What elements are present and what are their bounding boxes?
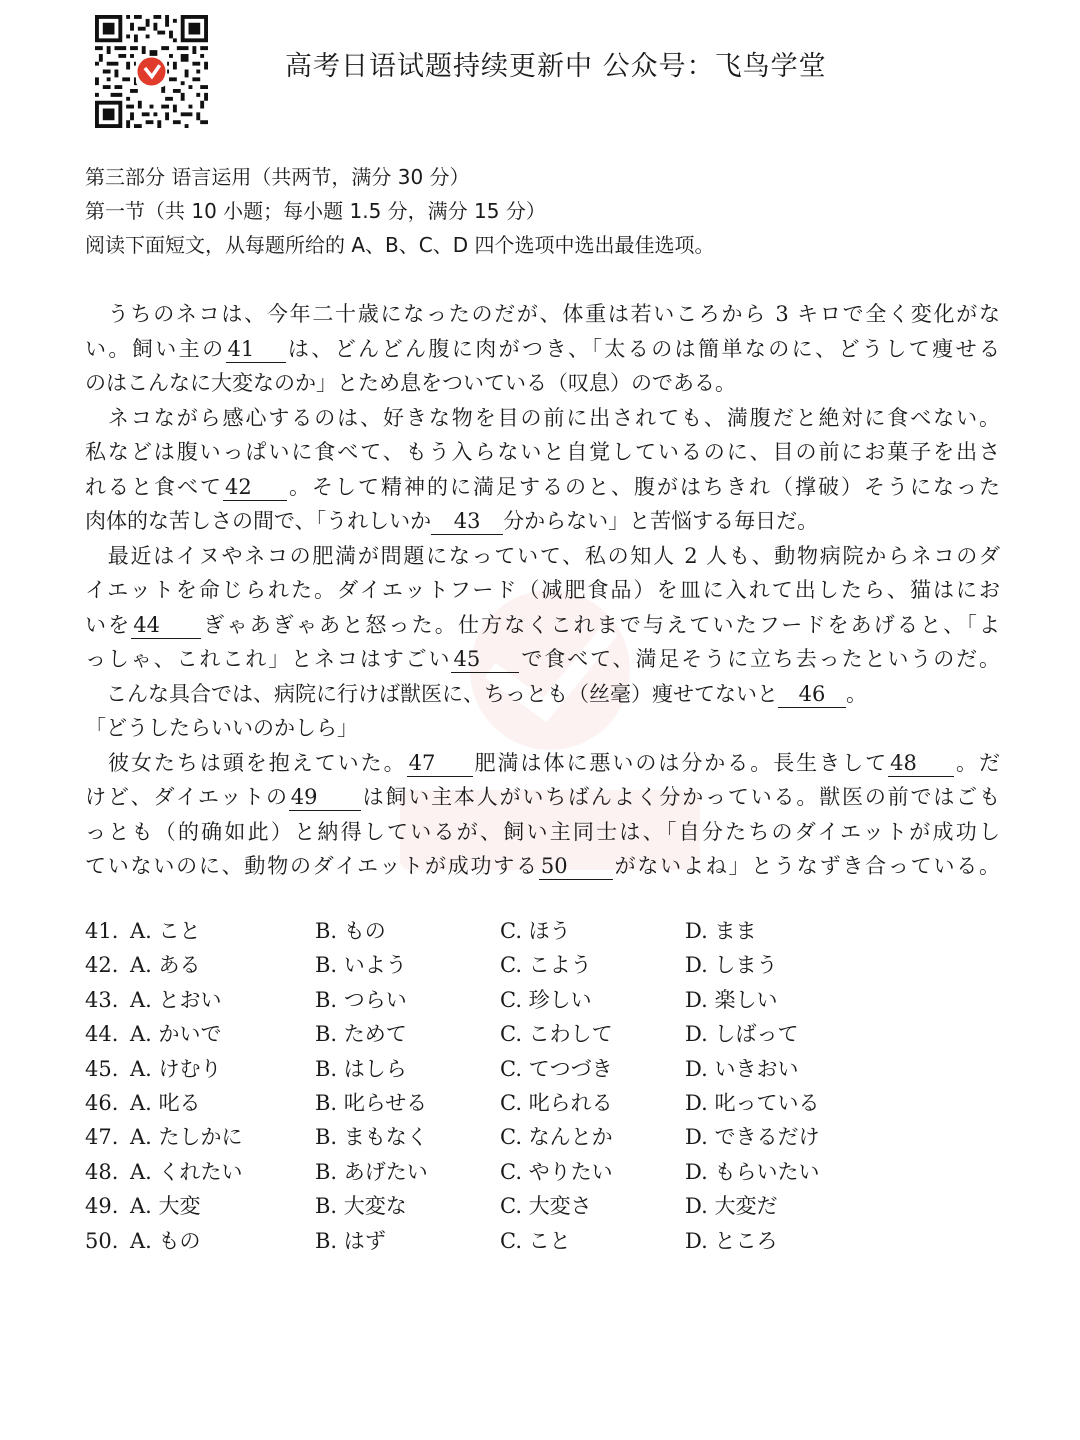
option-row-50 bbox=[85, 1224, 985, 1258]
passage-line: けど、ダイエットの49 は飼い主本人がいちばんよく分かっている。獣医の前ではごも bbox=[85, 785, 1000, 809]
option-a: A. 叱る bbox=[130, 1090, 201, 1115]
option-c: C. なんとか bbox=[500, 1125, 613, 1150]
blank-41: 41 bbox=[226, 336, 286, 363]
option-row-42 bbox=[85, 948, 985, 982]
option-d: D. ところ bbox=[685, 1228, 778, 1253]
question-number: 47. bbox=[85, 1125, 119, 1150]
passage-line: こんな具合では、病院に行けば獣医に、ちっとも（丝毫）痩せてないと 46 。 bbox=[85, 681, 867, 706]
blank-48: 48 bbox=[888, 750, 954, 777]
passage-line: 肉体的な苦しさの間で、「うれしいか 43 分からない」と苦悩する毎日だ。 bbox=[85, 509, 819, 533]
option-c: C. 珍しい bbox=[500, 987, 592, 1012]
option-a: A. くれたい bbox=[130, 1159, 243, 1184]
header-title: 高考日语试题持续更新中 公众号：飞鸟学堂 bbox=[285, 51, 827, 82]
passage-line: ていないのに、動物のダイエットが成功する50 がないよね」とうなずき合っている。 bbox=[85, 854, 1001, 878]
blank-49: 49 bbox=[289, 784, 361, 811]
passage-line: 彼女たちは頭を抱えていた。47 肥満は体に悪いのは分かる。長生きして48 。だ bbox=[85, 750, 1001, 775]
option-row-45 bbox=[85, 1052, 985, 1086]
option-a: A. とおい bbox=[130, 987, 222, 1012]
option-c: C. ほう bbox=[500, 919, 571, 943]
option-d: D. まま bbox=[685, 919, 757, 943]
option-c: C. こわして bbox=[500, 1022, 613, 1047]
question-number: 43. bbox=[85, 987, 119, 1012]
passage-line: いを44 ぎゃあぎゃあと怒った。仕方なくこれまで与えていたフードをあげると、「よ bbox=[85, 612, 1000, 637]
option-b: B. ためて bbox=[315, 1022, 407, 1047]
option-d: D. いきおい bbox=[685, 1056, 799, 1081]
passage-line: れると食べて42 。そして精神的に満足するのと、腹がはちきれ（撑破）そうになった bbox=[85, 474, 1000, 499]
passage-line: 私などは腹いっぱいに食べて、もう入らないと自覚しているのに、目の前にお菓子を出さ bbox=[85, 440, 1000, 464]
blank-42: 42 bbox=[223, 474, 287, 501]
option-b: B. はしら bbox=[315, 1056, 407, 1081]
passage-line: ネコながら感心するのは、好きな物を目の前に出されても、満腹だと絶対に食べない。 bbox=[85, 405, 1000, 430]
option-d: D. できるだけ bbox=[685, 1125, 820, 1150]
option-c: C. 叱られる bbox=[500, 1090, 613, 1115]
question-number: 45. bbox=[85, 1056, 119, 1081]
option-b: B. もの bbox=[315, 919, 386, 943]
option-c: C. こと bbox=[500, 1228, 571, 1253]
page-header bbox=[0, 0, 1080, 140]
option-c: C. やりたい bbox=[500, 1159, 613, 1184]
option-d: D. 叱っている bbox=[685, 1090, 820, 1115]
option-d: D. しばって bbox=[685, 1022, 799, 1047]
option-row-49 bbox=[85, 1189, 985, 1223]
blank-45: 45 bbox=[451, 646, 519, 673]
option-a: A. ある bbox=[130, 953, 201, 978]
option-d: D. 楽しい bbox=[685, 987, 778, 1012]
passage-line: っしゃ、これこれ」とネコはすごい45 で食べて、満足そうに立ち去ったというのだ。 bbox=[85, 647, 1001, 671]
option-b: B. 大変な bbox=[315, 1194, 407, 1219]
blank-44: 44 bbox=[131, 612, 201, 639]
question-number: 48. bbox=[85, 1159, 119, 1184]
passage-line: うちのネコは、今年二十歳になったのだが、体重は若いころから 3 キロで全く変化がな bbox=[85, 302, 1000, 326]
reading-passage bbox=[85, 297, 1000, 884]
question-number: 42. bbox=[85, 953, 119, 978]
instruction-text: 阅读下面短文，从每题所给的 A、B、C、D 四个选项中选出最佳选项。 bbox=[85, 233, 715, 257]
subsection-heading: 第一节（共 10 小题；每小题 1.5 分，满分 15 分） bbox=[85, 199, 546, 223]
blank-50: 50 bbox=[539, 853, 613, 880]
option-row-43 bbox=[85, 983, 985, 1017]
option-d: D. 大変だ bbox=[685, 1194, 778, 1219]
question-number: 41. bbox=[85, 919, 119, 943]
option-a: A. けむり bbox=[130, 1056, 222, 1081]
question-number: 49. bbox=[85, 1194, 119, 1219]
option-d: D. もらいたい bbox=[685, 1159, 820, 1184]
option-c: C. 大変さ bbox=[500, 1194, 592, 1219]
question-number: 44. bbox=[85, 1022, 119, 1047]
blank-46: 46 bbox=[778, 681, 846, 708]
option-b: B. あげたい bbox=[315, 1159, 428, 1184]
option-a: A. かいで bbox=[130, 1022, 222, 1047]
option-row-46 bbox=[85, 1086, 985, 1120]
passage-line: っとも（的确如此）と納得しているが、飼い主同士は、「自分たちのダイエットが成功し bbox=[85, 819, 1000, 844]
blank-43: 43 bbox=[431, 508, 503, 535]
option-a: A. こと bbox=[130, 919, 201, 943]
passage-line: い。飼い主の41 は、どんどん腹に肉がつき、「太るのは簡単なのに、どうして痩せる bbox=[85, 336, 1000, 361]
passage-line: 最近はイヌやネコの肥満が問題になっていて、私の知人 2 人も、動物病院からネコのダ bbox=[85, 543, 1000, 568]
option-a: A. 大変 bbox=[130, 1194, 201, 1219]
option-d: D. しまう bbox=[685, 953, 778, 978]
option-row-44 bbox=[85, 1017, 985, 1051]
answer-options bbox=[85, 914, 985, 1258]
option-row-41 bbox=[85, 914, 985, 948]
option-b: B. つらい bbox=[315, 987, 407, 1012]
passage-line: イエットを命じられた。ダイエットフード（减肥食品）を皿に入れて出したら、猫はにお bbox=[85, 578, 1000, 602]
passage-line: 「どうしたらいいのかしら」 bbox=[85, 716, 358, 740]
option-b: B. 叱らせる bbox=[315, 1090, 428, 1115]
section-heading: 第三部分 语言运用（共两节，满分 30 分） bbox=[85, 165, 470, 189]
option-row-48 bbox=[85, 1155, 985, 1189]
option-b: B. まもなく bbox=[315, 1125, 428, 1150]
option-row-47 bbox=[85, 1120, 985, 1154]
option-c: C. こよう bbox=[500, 953, 592, 978]
option-a: A. もの bbox=[130, 1228, 201, 1253]
option-a: A. たしかに bbox=[130, 1125, 243, 1150]
question-number: 50. bbox=[85, 1228, 119, 1253]
option-b: B. いよう bbox=[315, 953, 407, 978]
qr-code-icon bbox=[95, 15, 208, 128]
option-c: C. てつづき bbox=[500, 1056, 613, 1081]
blank-47: 47 bbox=[407, 750, 473, 777]
section-instructions bbox=[85, 160, 1005, 262]
question-number: 46. bbox=[85, 1090, 119, 1115]
option-b: B. はず bbox=[315, 1228, 386, 1253]
passage-line: のはこんなに大変なのか」とため息をついている（叹息）のである。 bbox=[85, 371, 736, 395]
